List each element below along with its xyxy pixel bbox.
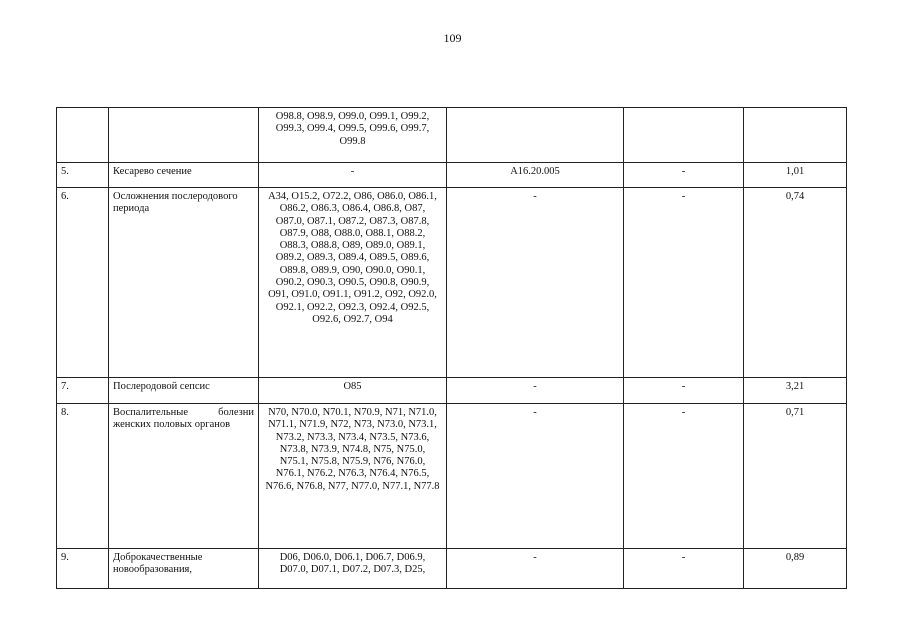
coefficient: 0,74 [744,188,847,378]
additional-criterion: - [624,378,744,404]
additional-criterion: - [624,404,744,549]
group-name: Доброкачественные новообразования, [109,549,259,589]
coefficient: 0,89 [744,549,847,589]
row-number [57,108,109,163]
page-number: 109 [443,31,462,45]
coefficient: 1,01 [744,163,847,188]
coefficient [744,108,847,163]
service-code: - [447,404,624,549]
additional-criterion [624,108,744,163]
additional-criterion: - [624,163,744,188]
tariff-table [56,107,847,589]
group-name [109,108,259,163]
group-name: Осложнения послеродового периода [109,188,259,378]
row-number: 5. [57,163,109,188]
service-code: A16.20.005 [447,163,624,188]
diagnosis-codes: - [259,163,447,188]
row-number: 6. [57,188,109,378]
row-number: 7. [57,378,109,404]
diagnosis-codes: O85 [259,378,447,404]
diagnosis-codes: N70, N70.0, N70.1, N70.9, N71, N71.0, N71.1, N71.9, N72, N73, N73.0, N73.1, N73.2, N73.3, N73.4, N73.5, N73.6, N73.8, N73.9, N74.8, N75, N75.0, N75.1, N75.8, N75.9, N76, N76.0, N76.1, N76.2, N76.3, N76.4, N76.5, N76.6, N76.8, N77, N77.0, N77.1, N77.8 [259,404,447,549]
row-number: 8. [57,404,109,549]
table-row [57,378,847,404]
table-row [57,404,847,549]
coefficient: 3,21 [744,378,847,404]
diagnosis-codes: O98.8, O98.9, O99.0, O99.1, O99.2, O99.3, O99.4, O99.5, O99.6, O99.7, O99.8 [259,108,447,163]
table-row [57,163,847,188]
row-number: 9. [57,549,109,589]
service-code: - [447,188,624,378]
group-name: Послеродовой сепсис [109,378,259,404]
table-row [57,188,847,378]
additional-criterion: - [624,188,744,378]
group-name: Воспалительные болезни женских половых органов [109,404,259,549]
table-row [57,549,847,589]
table-row [57,108,847,163]
service-code [447,108,624,163]
service-code: - [447,378,624,404]
additional-criterion: - [624,549,744,589]
coefficient: 0,71 [744,404,847,549]
group-name: Кесарево сечение [109,163,259,188]
service-code: - [447,549,624,589]
diagnosis-codes: D06, D06.0, D06.1, D06.7, D06.9, D07.0, D07.1, D07.2, D07.3, D25, [259,549,447,589]
diagnosis-codes: A34, O15.2, O72.2, O86, O86.0, O86.1, O86.2, O86.3, O86.4, O86.8, O87, O87.0, O87.1, O87.2, O87.3, O87.8, O87.9, O88, O88.0, O88.1, O88.2, O88.3, O88.8, O89, O89.0, O89.1, O89.2, O89.3, O89.4, O89.5, O89.6, O89.8, O89.9, O90, O90.0, O90.1, O90.2, O90.3, O90.5, O90.8, O90.9, O91, O91.0, O91.1, O91.2, O92, O92.0, O92.1, O92.2, O92.3, O92.4, O92.5, O92.6, O92.7, O94 [259,188,447,378]
